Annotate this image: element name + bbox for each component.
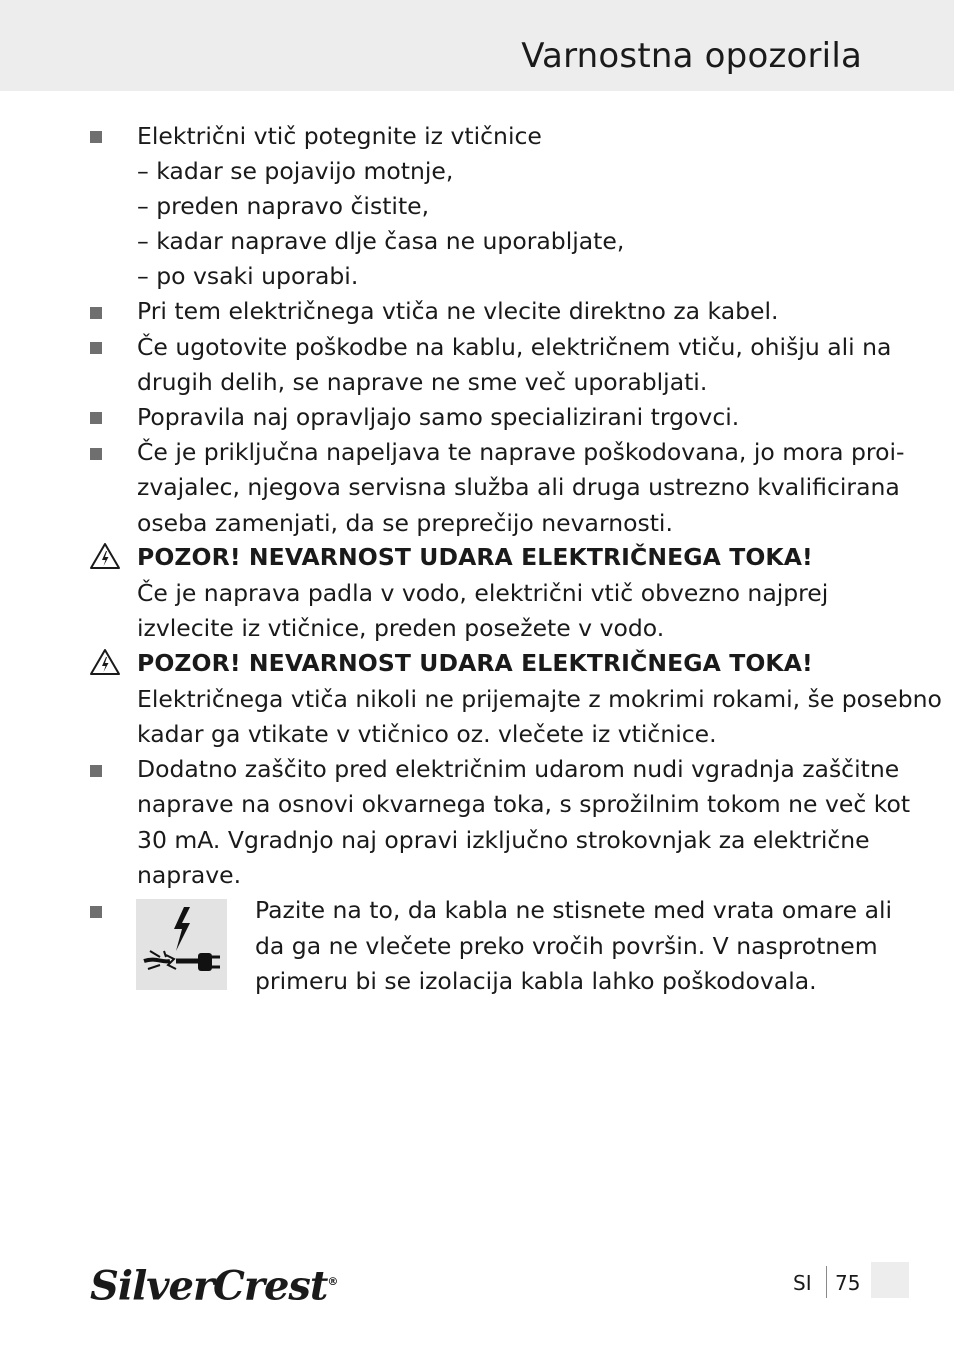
- bullet-marker: [90, 342, 102, 354]
- bullet-marker: [90, 307, 102, 319]
- list-item-text: naprave na osnovi okvarnega toka, s sprožilnim tokom ne več kot: [137, 790, 911, 818]
- warning-heading: POZOR! NEVARNOST UDARA ELEKTRIČNEGA TOKA!: [137, 649, 813, 677]
- brand-name: SilverCrest: [90, 1262, 328, 1310]
- bullet-marker: [90, 131, 102, 143]
- list-item-text: drugih delih, se naprave ne sme več uporabljati.: [137, 368, 708, 396]
- sub-item-text: – po vsaki uporabi.: [137, 262, 359, 290]
- list-item-text: 30 mA. Vgradnjo naj opravi izključno strokovnjak za električne: [137, 826, 870, 854]
- list-item-text: da ga ne vlečete preko vročih površin. V nasprotnem: [255, 932, 878, 960]
- list-item-text: Dodatno zaščito pred električnim udarom nudi vgradnja zaščitne: [137, 755, 900, 783]
- warning-text: izvlecite iz vtičnice, preden posežete v vodo.: [137, 614, 665, 642]
- sub-item-text: – kadar se pojavijo motnje,: [137, 157, 454, 185]
- footer-divider: [826, 1266, 827, 1298]
- list-item-text: Če ugotovite poškodbe na kablu, električnem vtiču, ohišju ali na: [137, 333, 892, 361]
- list-item-text: Popravila naj opravljajo samo specializirani trgovci.: [137, 403, 740, 431]
- warning-triangle-icon: [89, 542, 121, 570]
- damaged-cable-shock-icon: [136, 899, 227, 990]
- page-title: Varnostna opozorila: [521, 36, 862, 76]
- warning-text: Električnega vtiča nikoli ne prijemajte z mokrimi rokami, še posebno: [137, 685, 942, 713]
- list-item-text: naprave.: [137, 861, 242, 889]
- warning-text: Če je naprava padla v vodo, električni vtič obvezno najprej: [137, 579, 829, 607]
- page-number: 75: [835, 1271, 861, 1295]
- sub-item-text: – preden napravo čistite,: [137, 192, 430, 220]
- registered-mark: ®: [327, 1275, 338, 1288]
- bullet-marker: [90, 412, 102, 424]
- list-item-text: oseba zamenjati, da se preprečijo nevarnosti.: [137, 509, 673, 537]
- list-item-text: zvajalec, njegova servisna služba ali druga ustrezno kvalificirana: [137, 473, 900, 501]
- list-item-text: Če je priključna napeljava te naprave poškodovana, jo mora proi-: [137, 438, 905, 466]
- brand-logo: [90, 1257, 337, 1311]
- warning-heading: POZOR! NEVARNOST UDARA ELEKTRIČNEGA TOKA!: [137, 543, 813, 571]
- language-code: SI: [793, 1271, 812, 1295]
- list-item-text: Pazite na to, da kabla ne stisnete med vrata omare ali: [255, 896, 893, 924]
- warning-triangle-icon: [89, 648, 121, 676]
- list-item-text: Električni vtič potegnite iz vtičnice: [137, 122, 542, 150]
- bullet-marker: [90, 906, 102, 918]
- list-item-text: Pri tem električnega vtiča ne vlecite direktno za kabel.: [137, 297, 779, 325]
- bullet-marker: [90, 765, 102, 777]
- sub-item-text: – kadar naprave dlje časa ne uporabljate,: [137, 227, 625, 255]
- list-item-text: primeru bi se izolacija kabla lahko poškodovala.: [255, 967, 817, 995]
- page-tab-marker: [871, 1262, 909, 1298]
- bullet-marker: [90, 448, 102, 460]
- warning-text: kadar ga vtikate v vtičnico oz. vlečete iz vtičnice.: [137, 720, 717, 748]
